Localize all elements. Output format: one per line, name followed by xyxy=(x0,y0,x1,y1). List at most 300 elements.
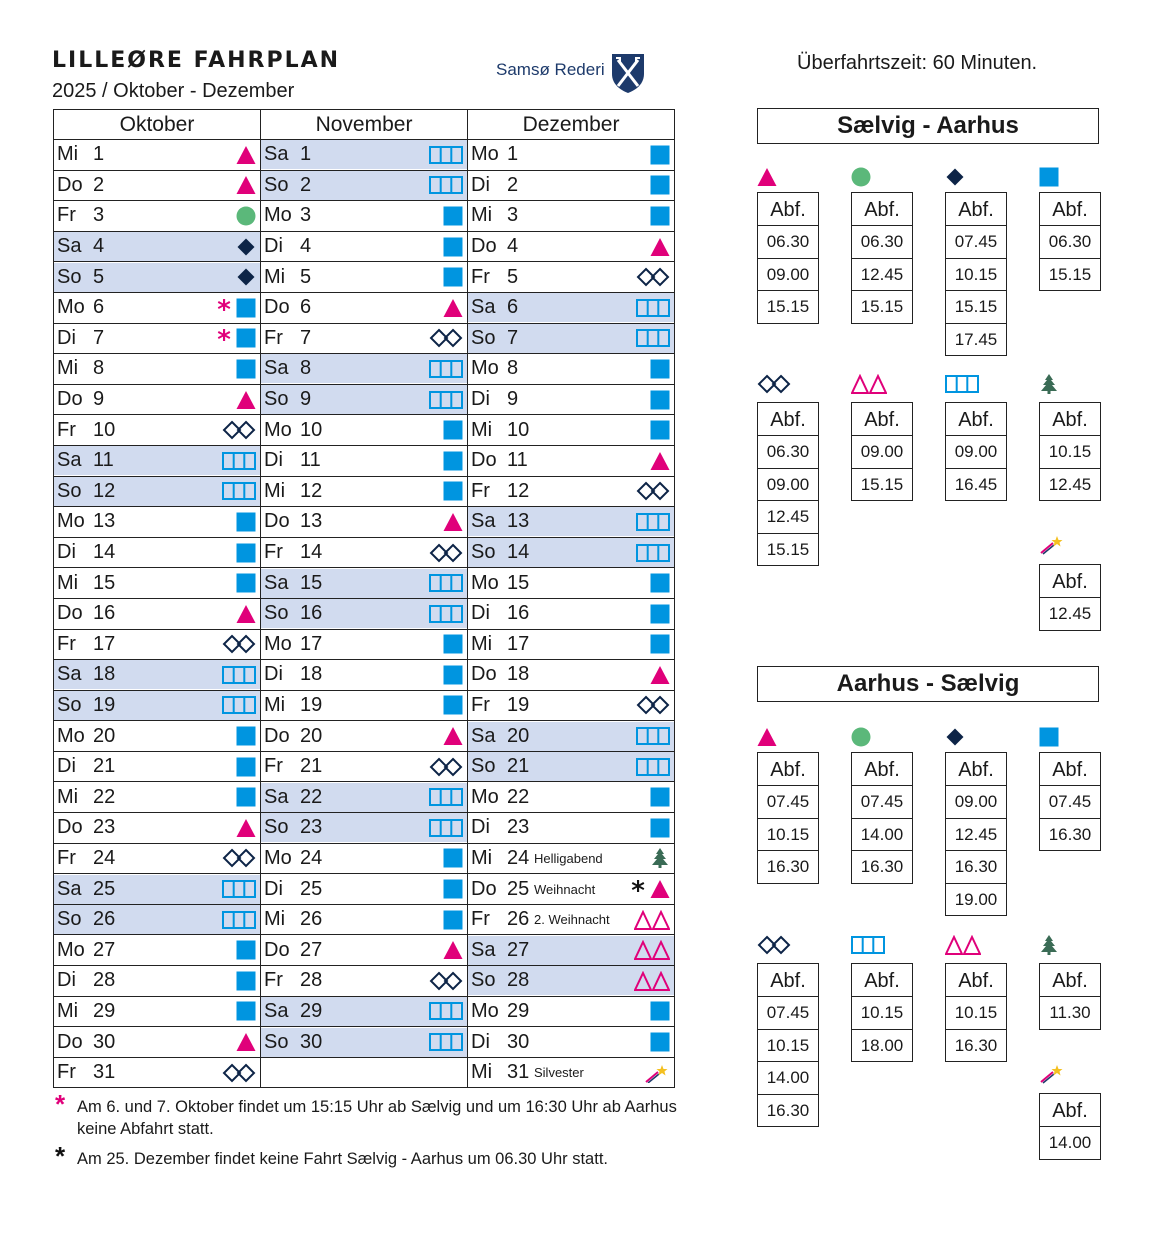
day-cell-content xyxy=(261,446,467,475)
day-cell xyxy=(468,813,675,844)
square-icon xyxy=(236,726,256,746)
asterisk-pink-icon xyxy=(214,328,234,348)
weekday-label: Di xyxy=(471,1030,490,1053)
day-number: 29 xyxy=(300,999,323,1022)
departure-time: 14.00 xyxy=(758,1061,818,1094)
departure-header: Abf. xyxy=(958,199,994,221)
departure-time: 09.00 xyxy=(946,435,1006,468)
departure-time: 15.15 xyxy=(946,290,1006,323)
holiday-note: Helligabend xyxy=(534,850,603,866)
day-cell-content xyxy=(468,630,674,659)
schedule-symbols xyxy=(443,879,463,899)
day-cell-content xyxy=(54,1058,260,1087)
day-number: 28 xyxy=(507,969,530,992)
day-cell-content xyxy=(261,783,467,812)
day-cell-content xyxy=(54,171,260,200)
schedule-symbols xyxy=(429,818,463,838)
triple-box-icon xyxy=(429,573,463,593)
day-cell-content xyxy=(54,354,260,383)
triple-box-icon xyxy=(222,695,256,715)
page-subtitle: 2025 / Oktober - Dezember xyxy=(52,80,295,102)
weekday-label: Fr xyxy=(57,632,76,655)
day-number: 4 xyxy=(507,235,519,258)
schedule-symbols xyxy=(236,757,256,777)
weekday-label: Mi xyxy=(57,143,79,166)
schedule-symbols xyxy=(236,237,256,257)
holiday-note: Weihnacht xyxy=(534,881,596,897)
day-cell-content xyxy=(468,691,674,720)
calendar-row xyxy=(54,507,675,538)
departure-header: Abf. xyxy=(864,409,900,431)
day-cell-content xyxy=(261,538,467,567)
schedule-symbols xyxy=(429,328,463,348)
day-number: 17 xyxy=(300,632,323,655)
square-icon xyxy=(443,848,463,868)
schedule-symbols xyxy=(429,1032,463,1052)
departure-time: 06.30 xyxy=(852,225,912,258)
departure-time: 14.00 xyxy=(1040,1126,1100,1159)
day-cell xyxy=(54,231,261,262)
triple-box-icon xyxy=(429,390,463,410)
schedule-symbols xyxy=(636,298,670,318)
day-cell xyxy=(261,598,468,629)
day-number: 10 xyxy=(507,418,530,441)
day-cell-content xyxy=(261,232,467,261)
departure-time: 15.15 xyxy=(758,290,818,323)
schedule-symbols xyxy=(429,359,463,379)
tree-icon xyxy=(650,848,670,868)
schedule-symbols xyxy=(650,206,670,226)
departure-time: 09.00 xyxy=(946,785,1006,818)
weekday-label: Fr xyxy=(471,693,490,716)
day-cell xyxy=(468,537,675,568)
day-cell-content xyxy=(261,477,467,506)
square-icon xyxy=(650,1032,670,1052)
day-number: 13 xyxy=(300,510,323,533)
schedule-symbols xyxy=(429,757,463,777)
weekday-label: Do xyxy=(471,663,497,686)
weekday-label: So xyxy=(264,816,289,839)
day-number: 25 xyxy=(507,877,530,900)
day-cell xyxy=(468,690,675,721)
schedule-symbols xyxy=(222,695,256,715)
weekday-label: Mo xyxy=(471,785,499,808)
triangle-icon xyxy=(757,167,779,189)
schedule-symbols xyxy=(443,237,463,257)
diamond-icon xyxy=(236,237,256,257)
timetable-symbol xyxy=(851,374,887,401)
triangle-icon xyxy=(236,818,256,838)
weekday-label: Di xyxy=(471,602,490,625)
departure-header: Abf. xyxy=(770,759,806,781)
footnote-asterisk-pink: * xyxy=(55,1089,66,1119)
weekday-label: Do xyxy=(264,296,290,319)
departure-header: Abf. xyxy=(770,970,806,992)
day-cell xyxy=(468,415,675,446)
triple-box-icon xyxy=(222,879,256,899)
schedule-symbols xyxy=(636,695,670,715)
svg-text:*: * xyxy=(217,297,231,318)
diamond-icon xyxy=(945,727,967,749)
double-diamond-icon xyxy=(222,634,256,654)
day-cell xyxy=(261,170,468,201)
departure-header: Abf. xyxy=(770,409,806,431)
day-number: 30 xyxy=(507,1030,530,1053)
schedule-symbols xyxy=(650,1001,670,1021)
day-cell xyxy=(261,568,468,599)
day-cell xyxy=(261,201,468,232)
departure-header: Abf. xyxy=(1052,571,1088,593)
day-number: 23 xyxy=(300,816,323,839)
calendar-row xyxy=(54,323,675,354)
departure-header: Abf. xyxy=(770,199,806,221)
weekday-label: Do xyxy=(264,724,290,747)
square-icon xyxy=(236,787,256,807)
day-cell-content xyxy=(261,416,467,445)
schedule-symbols xyxy=(236,206,256,226)
triangle-icon xyxy=(236,604,256,624)
square-icon xyxy=(650,145,670,165)
day-cell xyxy=(54,751,261,782)
triple-box-icon xyxy=(222,910,256,930)
circle-icon xyxy=(851,167,873,189)
schedule-symbols xyxy=(222,1063,256,1083)
schedule-symbols xyxy=(636,757,670,777)
day-cell-content xyxy=(54,477,260,506)
day-number: 14 xyxy=(93,541,116,564)
day-cell xyxy=(261,813,468,844)
day-cell-content xyxy=(468,783,674,812)
day-number: 22 xyxy=(300,785,323,808)
asterisk-black-icon xyxy=(628,879,648,899)
timetable-symbol xyxy=(945,374,979,401)
weekday-label: Fr xyxy=(57,1061,76,1084)
day-number: 4 xyxy=(93,235,105,258)
schedule-symbols xyxy=(650,604,670,624)
day-cell xyxy=(468,323,675,354)
schedule-symbols xyxy=(222,848,256,868)
day-cell xyxy=(261,292,468,323)
day-cell-content xyxy=(54,905,260,934)
day-number: 24 xyxy=(507,846,530,869)
day-cell-content xyxy=(54,752,260,781)
schedule-symbols xyxy=(236,787,256,807)
schedule-symbols xyxy=(650,634,670,654)
day-number: 30 xyxy=(300,1030,323,1053)
day-number: 8 xyxy=(300,357,312,380)
timetable-symbol xyxy=(1039,374,1061,401)
weekday-label: Di xyxy=(471,173,490,196)
day-cell xyxy=(54,629,261,660)
day-cell xyxy=(468,507,675,538)
square-icon xyxy=(443,695,463,715)
calendar-row xyxy=(54,874,675,905)
calendar-row xyxy=(54,660,675,691)
weekday-label: Mo xyxy=(264,204,292,227)
day-cell-content xyxy=(54,813,260,842)
weekday-label: Di xyxy=(264,663,283,686)
day-cell xyxy=(468,354,675,385)
schedule-symbols xyxy=(236,726,256,746)
calendar-row xyxy=(54,170,675,201)
weekday-label: Do xyxy=(471,235,497,258)
departure-time: 17.45 xyxy=(946,323,1006,356)
calendar-row xyxy=(54,292,675,323)
double-triangle-icon xyxy=(634,940,670,960)
schedule-symbols xyxy=(236,1001,256,1021)
day-cell xyxy=(54,843,261,874)
footnote-2-text: Am 25. Dezember findet keine Fahrt Sælvig - Aarhus um 06.30 Uhr statt. xyxy=(77,1150,608,1168)
day-cell-content xyxy=(468,507,674,536)
schedule-symbols xyxy=(650,175,670,195)
departure-box xyxy=(1039,1093,1101,1160)
schedule-symbols xyxy=(650,390,670,410)
schedule-symbols xyxy=(628,879,670,899)
day-cell xyxy=(468,782,675,813)
departure-header: Abf. xyxy=(864,970,900,992)
day-cell xyxy=(261,231,468,262)
day-cell-content xyxy=(468,385,674,414)
day-number: 19 xyxy=(93,693,116,716)
departure-box xyxy=(851,752,913,884)
weekday-label: Sa xyxy=(471,296,496,319)
day-cell xyxy=(54,384,261,415)
day-cell xyxy=(54,415,261,446)
weekday-label: Mi xyxy=(471,418,493,441)
double-triangle-icon xyxy=(945,935,981,957)
square-icon xyxy=(443,910,463,930)
schedule-symbols xyxy=(634,910,670,930)
day-number: 19 xyxy=(300,693,323,716)
departure-box xyxy=(757,963,819,1127)
day-cell-content xyxy=(54,936,260,965)
day-cell xyxy=(468,476,675,507)
departure-box xyxy=(851,963,913,1062)
day-cell xyxy=(261,996,468,1027)
timetable-symbol xyxy=(757,374,791,401)
schedule-symbols xyxy=(429,1001,463,1021)
schedule-symbols xyxy=(236,145,256,165)
footnote-1-text: Am 6. und 7. Oktober findet um 15:15 Uhr ab Sælvig und um 16:30 Uhr ab Aarhus keine Abfahrt statt. xyxy=(77,1098,677,1138)
day-cell-content xyxy=(468,171,674,200)
weekday-label: Mi xyxy=(57,785,79,808)
schedule-symbols xyxy=(222,451,256,471)
calendar-table xyxy=(53,109,675,1088)
day-cell-content xyxy=(54,660,260,689)
day-cell xyxy=(468,874,675,905)
weekday-label: Sa xyxy=(57,449,82,472)
day-cell xyxy=(261,690,468,721)
day-cell xyxy=(261,384,468,415)
day-number: 25 xyxy=(93,877,116,900)
day-number: 14 xyxy=(300,541,323,564)
weekday-label: Mi xyxy=(264,479,286,502)
double-diamond-icon xyxy=(757,374,791,396)
departure-box xyxy=(1039,963,1101,1030)
triangle-icon xyxy=(443,726,463,746)
triple-box-icon xyxy=(636,298,670,318)
schedule-symbols xyxy=(443,848,463,868)
triple-box-icon xyxy=(429,604,463,624)
square-icon xyxy=(443,451,463,471)
day-cell xyxy=(261,537,468,568)
calendar-row xyxy=(54,1057,675,1088)
day-cell xyxy=(54,660,261,691)
day-number: 18 xyxy=(93,663,116,686)
day-cell-content xyxy=(261,140,467,169)
day-number: 29 xyxy=(507,999,530,1022)
triangle-icon xyxy=(236,1032,256,1052)
weekday-label: Di xyxy=(264,449,283,472)
weekday-label: Sa xyxy=(471,938,496,961)
departure-box xyxy=(1039,752,1101,851)
schedule-symbols xyxy=(443,910,463,930)
weekday-label: So xyxy=(264,1030,289,1053)
day-number: 20 xyxy=(300,724,323,747)
day-number: 3 xyxy=(300,204,312,227)
double-triangle-icon xyxy=(634,971,670,991)
day-cell-content xyxy=(54,232,260,261)
schedule-symbols xyxy=(214,328,256,348)
schedule-symbols xyxy=(650,848,670,868)
day-cell-content xyxy=(468,232,674,261)
weekday-label: Fr xyxy=(264,969,283,992)
day-cell xyxy=(54,507,261,538)
triple-box-icon xyxy=(851,935,885,957)
weekday-label: So xyxy=(57,908,82,931)
day-number: 22 xyxy=(93,785,116,808)
double-triangle-icon xyxy=(851,374,887,396)
weekday-label: Sa xyxy=(264,143,289,166)
weekday-label: So xyxy=(471,755,496,778)
timetable-symbol xyxy=(851,935,885,962)
day-cell-content xyxy=(54,385,260,414)
timetable-symbol xyxy=(945,167,967,194)
triangle-icon xyxy=(650,451,670,471)
day-cell-content xyxy=(54,507,260,536)
day-cell xyxy=(261,751,468,782)
schedule-symbols xyxy=(429,175,463,195)
departure-time: 10.15 xyxy=(946,996,1006,1029)
day-cell-content xyxy=(261,752,467,781)
schedule-symbols xyxy=(236,267,256,287)
timetable-symbol xyxy=(851,727,873,754)
day-cell xyxy=(468,935,675,966)
day-cell xyxy=(54,598,261,629)
triangle-icon xyxy=(443,512,463,532)
day-number: 27 xyxy=(93,938,116,961)
schedule-symbols xyxy=(650,359,670,379)
departure-time: 18.00 xyxy=(852,1029,912,1062)
day-number: 7 xyxy=(93,326,105,349)
day-cell-content xyxy=(468,660,674,689)
day-cell xyxy=(261,323,468,354)
day-cell-content xyxy=(261,660,467,689)
weekday-label: Mo xyxy=(57,724,85,747)
day-number: 15 xyxy=(300,571,323,594)
day-cell-content xyxy=(468,324,674,353)
schedule-symbols xyxy=(634,940,670,960)
day-cell-content xyxy=(261,813,467,842)
weekday-label: Sa xyxy=(57,663,82,686)
day-number: 26 xyxy=(300,908,323,931)
day-number: 24 xyxy=(93,846,116,869)
schedule-symbols xyxy=(443,940,463,960)
day-cell xyxy=(261,874,468,905)
day-cell-content xyxy=(261,1028,467,1057)
schedule-symbols xyxy=(429,604,463,624)
day-cell-content xyxy=(468,1058,674,1087)
weekday-label: Mo xyxy=(57,296,85,319)
schedule-symbols xyxy=(236,512,256,532)
square-icon xyxy=(443,206,463,226)
day-cell-content xyxy=(261,691,467,720)
weekday-label: Mi xyxy=(57,357,79,380)
day-cell-content xyxy=(54,263,260,292)
day-cell-content xyxy=(468,477,674,506)
diamond-icon xyxy=(945,167,967,189)
double-diamond-icon xyxy=(636,481,670,501)
schedule-symbols xyxy=(443,665,463,685)
triangle-icon xyxy=(650,665,670,685)
calendar-row xyxy=(54,782,675,813)
departure-time: 19.00 xyxy=(946,883,1006,916)
weekday-label: So xyxy=(57,479,82,502)
day-cell xyxy=(468,996,675,1027)
calendar-row xyxy=(54,935,675,966)
tree-icon xyxy=(1039,935,1061,957)
departure-time: 11.30 xyxy=(1040,996,1100,1029)
day-number: 6 xyxy=(507,296,519,319)
month-header-oktober: Oktober xyxy=(54,110,261,140)
day-cell xyxy=(468,966,675,997)
schedule-symbols xyxy=(236,175,256,195)
departure-box xyxy=(851,192,913,324)
departure-time: 15.15 xyxy=(758,533,818,566)
departure-time: 10.15 xyxy=(852,996,912,1029)
departure-time: 09.00 xyxy=(758,258,818,291)
square-icon xyxy=(650,818,670,838)
departure-box xyxy=(757,192,819,324)
departure-time: 07.45 xyxy=(946,225,1006,258)
departure-time: 16.30 xyxy=(946,850,1006,883)
calendar-row xyxy=(54,751,675,782)
day-cell-content xyxy=(54,293,260,322)
departure-header: Abf. xyxy=(864,759,900,781)
day-cell-content xyxy=(54,569,260,598)
schedule-symbols xyxy=(236,940,256,960)
timetable-symbol xyxy=(1039,167,1061,194)
day-cell-content xyxy=(468,905,674,934)
day-cell xyxy=(261,140,468,171)
weekday-label: So xyxy=(264,173,289,196)
weekday-label: Sa xyxy=(264,571,289,594)
triple-box-icon xyxy=(222,451,256,471)
departure-time: 12.45 xyxy=(1040,468,1100,501)
day-cell-content xyxy=(54,1028,260,1057)
circle-icon xyxy=(236,206,256,226)
day-number: 19 xyxy=(507,693,530,716)
schedule-symbols xyxy=(236,573,256,593)
square-icon xyxy=(650,390,670,410)
triangle-icon xyxy=(236,175,256,195)
day-cell xyxy=(54,323,261,354)
footnote-asterisk-black: * xyxy=(55,1141,66,1171)
day-cell xyxy=(261,782,468,813)
day-cell xyxy=(54,201,261,232)
weekday-label: Do xyxy=(264,938,290,961)
schedule-symbols xyxy=(236,390,256,410)
